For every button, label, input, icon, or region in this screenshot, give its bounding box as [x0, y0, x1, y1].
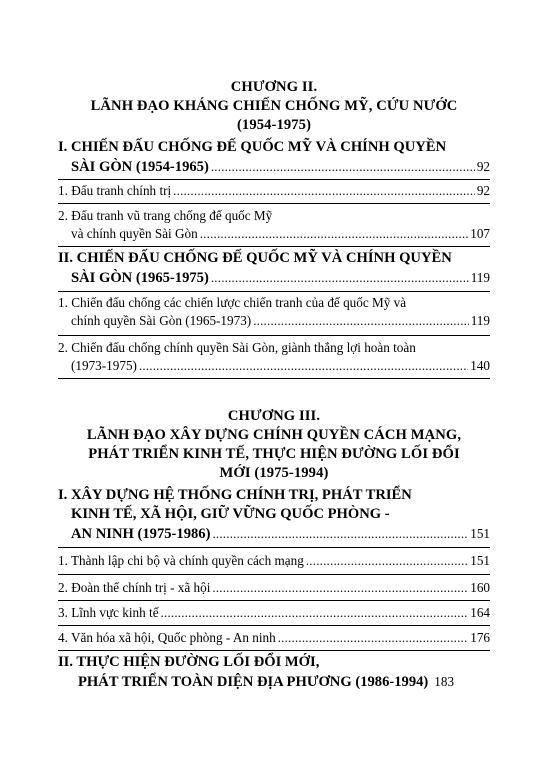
toc-section-3-2[interactable]: [58, 653, 490, 692]
divider: [58, 203, 490, 204]
divider: [58, 378, 490, 379]
toc-entry-2-1-1[interactable]: [58, 182, 490, 200]
entry-title-line1: 2. Chiến đấu chống chính quyền Sài Gòn, giành thắng lợi hoàn toàn: [58, 340, 416, 355]
chapter-3-label: CHƯƠNG III.: [227, 408, 321, 424]
section-title-line2: PHÁT TRIỂN TOÀN DIỆN ĐỊA PHƯƠNG (1986-1994): [78, 674, 429, 690]
section-title-row: [58, 524, 490, 544]
entry-title: 2. Đoàn thể chính trị - xã hội: [58, 580, 211, 595]
page-number: 176: [470, 630, 490, 645]
dot-leader: [173, 182, 475, 200]
section-title-line1: II. CHIẾN ĐẤU CHỐNG ĐẾ QUỐC MỸ VÀ CHÍNH QUYỀN: [58, 250, 452, 266]
entry-title: 3. Lĩnh vực kinh tế: [58, 605, 159, 620]
page-number: 92: [476, 183, 490, 198]
dot-leader: [253, 312, 469, 330]
section-title-line2: SÀI GÒN (1954-1965): [71, 159, 209, 175]
entry-row: [58, 312, 490, 330]
toc-section-2-1[interactable]: [58, 138, 490, 177]
section-title-row: [58, 268, 490, 288]
divider: [58, 625, 490, 626]
divider: [58, 179, 490, 180]
entry-row: [58, 629, 490, 647]
section-title-row: [58, 157, 490, 177]
toc-entry-2-2-2[interactable]: [58, 339, 490, 375]
dot-leader: [211, 268, 469, 287]
page-number: 183: [434, 674, 455, 689]
chapter-3-title-line3: MỚI (1975-1994): [219, 465, 329, 481]
section-title-row: [58, 672, 490, 692]
divider: [58, 246, 490, 247]
section-title-line2: KINH TẾ, XÃ HỘI, GIỮ VỮNG QUỐC PHÒNG -: [71, 506, 390, 522]
page-number: 164: [470, 605, 490, 620]
section-title-line2: SÀI GÒN (1965-1975): [71, 270, 209, 286]
entry-title-line2: (1973-1975): [71, 358, 137, 373]
entry-title-line2: và chính quyền Sài Gòn: [71, 226, 198, 241]
chapter-2-heading: [58, 78, 490, 135]
page-number: 107: [470, 226, 490, 241]
page-number: 140: [470, 358, 490, 373]
divider: [58, 547, 490, 548]
dot-leader: [200, 225, 468, 243]
toc-entry-3-1-2[interactable]: [58, 579, 490, 597]
dot-leader: [139, 357, 468, 375]
dot-leader: [278, 629, 469, 647]
section-title-line3: AN NINH (1975-1986): [71, 526, 211, 542]
page-number: 119: [470, 270, 490, 285]
chapter-2-label: CHƯƠNG II.: [230, 79, 318, 95]
section-title-line1: I. CHIẾN ĐẤU CHỐNG ĐẾ QUỐC MỸ VÀ CHÍNH QUYỀN: [58, 139, 447, 155]
page-number: 119: [470, 313, 490, 328]
section-title-line1: I. XÂY DỰNG HỆ THỐNG CHÍNH TRỊ, PHÁT TRIỂN: [58, 487, 412, 503]
dot-leader: [212, 524, 468, 543]
toc-entry-3-1-4[interactable]: [58, 629, 490, 647]
chapter-2-title: LÃNH ĐẠO KHÁNG CHIẾN CHỐNG MỸ, CỨU NƯỚC: [90, 98, 458, 114]
chapter-3-heading: [58, 407, 490, 483]
chapter-2-years: (1954-1975): [236, 117, 312, 133]
divider: [58, 600, 490, 601]
entry-row: [58, 357, 490, 375]
entry-row: [58, 604, 490, 622]
section-title-line1: II. THỰC HIỆN ĐƯỜNG LỐI ĐỔI MỚI,: [58, 654, 320, 670]
toc-entry-2-1-2[interactable]: [58, 207, 490, 243]
divider: [58, 335, 490, 336]
entry-row: [58, 225, 490, 243]
toc-section-3-1[interactable]: [58, 486, 490, 544]
entry-title: 4. Văn hóa xã hội, Quốc phòng - An ninh: [58, 630, 276, 645]
divider: [58, 574, 490, 575]
entry-title: 1. Đấu tranh chính trị: [58, 183, 172, 198]
entry-title-line1: 1. Chiến đấu chống các chiến lược chiến tranh của đế quốc Mỹ và: [58, 295, 407, 310]
entry-row: [58, 579, 490, 597]
divider: [58, 291, 490, 292]
dot-leader: [161, 604, 469, 622]
toc-entry-2-2-1[interactable]: [58, 294, 490, 330]
page-number: 92: [476, 159, 490, 174]
divider: [58, 650, 490, 651]
entry-title-line2: chính quyền Sài Gòn (1965-1973): [71, 313, 252, 328]
dot-leader: [211, 157, 475, 176]
page-number: 160: [470, 580, 490, 595]
entry-row: [58, 552, 490, 570]
entry-title: 1. Thành lập chi bộ và chính quyền cách mạng: [58, 553, 304, 568]
page-number: 151: [470, 526, 490, 541]
page-number: 151: [470, 553, 490, 568]
toc-entry-3-1-3[interactable]: [58, 604, 490, 622]
chapter-3-title-line2: PHÁT TRIỂN KINH TẾ, THỰC HIỆN ĐƯỜNG LỐI ĐỔI: [88, 446, 460, 462]
dot-leader: [306, 552, 468, 570]
entry-title-line1: 2. Đấu tranh vũ trang chống đế quốc Mỹ: [58, 208, 273, 223]
toc-entry-3-1-1[interactable]: [58, 552, 490, 570]
toc-section-2-2[interactable]: [58, 249, 490, 288]
dot-leader: [212, 579, 468, 597]
chapter-3-title-line1: LÃNH ĐẠO XÂY DỰNG CHÍNH QUYỀN CÁCH MẠNG,: [86, 427, 462, 443]
entry-row: [58, 182, 490, 200]
